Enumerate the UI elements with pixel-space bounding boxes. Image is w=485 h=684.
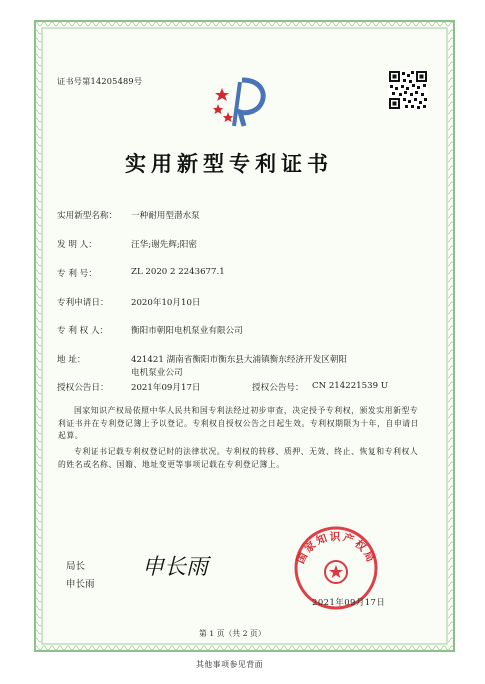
utility-name-label: 实用新型名称： (57, 211, 118, 221)
patent-number-label: 专 利 号： (57, 269, 97, 279)
signatory-title: 局长 (66, 561, 86, 572)
signatory-name: 申长雨 (66, 579, 95, 590)
page-indicator: 第 1 页（共 2 页） (199, 629, 266, 638)
address-value-line1: 421421 湖南省衡阳市衡东县大浦镇衡东经济开发区朝阳 (131, 355, 348, 365)
handwritten-signature: 申长雨 (142, 555, 209, 580)
seal-date: 2021年09月17日 (312, 597, 386, 607)
page-title: 实用新型专利证书 (125, 151, 333, 176)
announce-date-label: 授权公告日： (57, 383, 109, 393)
patent-number-value: ZL 2020 2 2243677.1 (131, 267, 225, 277)
cnipa-logo-icon (212, 74, 270, 130)
qr-code (388, 70, 428, 110)
address-label: 地 址： (57, 355, 86, 365)
inventor-value: 汪华;谢先辉;阳密 (131, 240, 197, 250)
certificate-number: 证书号第14205489号 (57, 76, 143, 86)
footer-note: 其他事项参见背面 (196, 660, 264, 669)
utility-name-value: 一种耐用型潜水泵 (131, 211, 200, 221)
announce-number-value: CN 214221539 U (312, 381, 389, 391)
announce-date-value: 2021年09月17日 (131, 383, 201, 393)
grant-statement: 国家知识产权局依照中华人民共和国专利法经过初步审查，决定授予专利权，颁发实用新型专利证书并在专利登记簿上予以登记。专利权自授权公告之日起生效。专利权期限为十年，自申请日起算。 (58, 406, 420, 441)
national-emblem-icon (325, 561, 347, 583)
patentee-label: 专 利 权 人： (57, 326, 109, 336)
filing-date-value: 2020年10月10日 (131, 298, 201, 308)
address-value-line2: 电机泵业公司 (131, 368, 183, 378)
inventor-label: 发 明 人： (57, 240, 97, 250)
legal-status-statement: 专利证书记载专利权登记时的法律状况。专利权的转移、质押、无效、终止、恢复和专利权人的姓名或名称、国籍、地址变更等事项记载在专利登记簿上。 (58, 447, 419, 469)
patentee-value: 衡阳市朝阳电机泵业有限公司 (131, 326, 243, 336)
announce-number-label: 授权公告号： (252, 383, 304, 393)
seal-text: 国家知识产权局 (294, 531, 378, 566)
filing-date-label: 专利申请日： (57, 298, 109, 308)
